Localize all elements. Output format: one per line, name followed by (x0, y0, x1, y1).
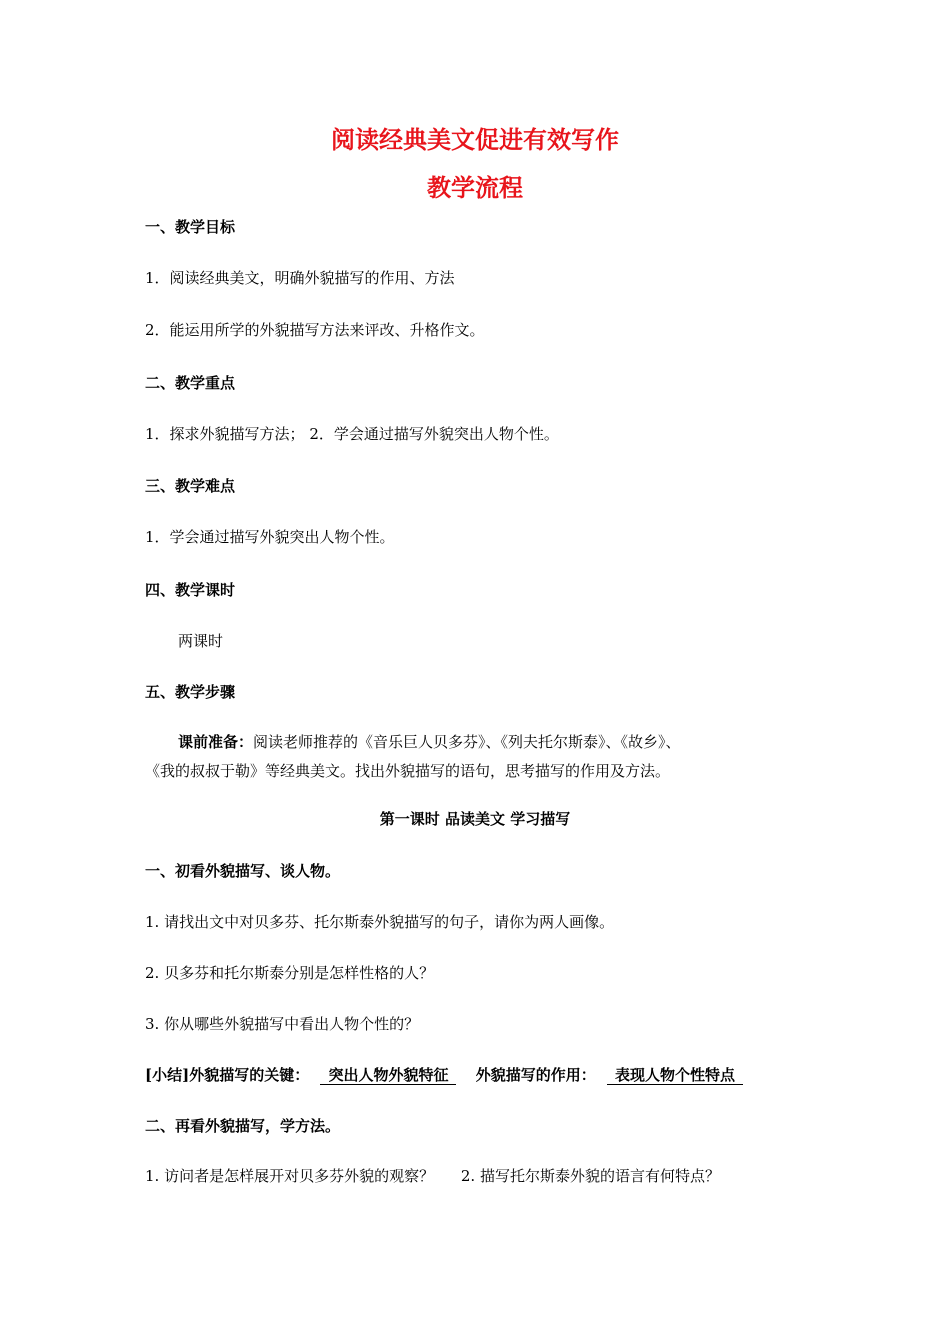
period-count: 两课时 (178, 632, 224, 650)
section-heading-key-points: 二、教学重点 (145, 374, 236, 392)
preparation-label: 课前准备： (178, 733, 254, 751)
document-subtitle: 教学流程 (427, 173, 523, 202)
part-1-heading: 一、初看外貌描写、谈人物。 (145, 862, 341, 880)
section-heading-difficulties: 三、教学难点 (145, 477, 236, 495)
summary-key-label: [小结]外貌描写的关键： (145, 1066, 310, 1084)
difficulty-item: 1．学会通过描写外貌突出人物个性。 (145, 528, 395, 546)
summary-key-answer: 突出人物外貌特征 (320, 1067, 456, 1085)
preparation-line-2: 《我的叔叔于勒》等经典美文。找出外貌描写的语句，思考描写的作用及方法。 (145, 762, 671, 780)
part-1-question-2: 2. 贝多芬和托尔斯泰分别是怎样性格的人？ (145, 964, 435, 982)
section-heading-goals: 一、教学目标 (145, 218, 236, 236)
summary-role-label: 外貌描写的作用： (475, 1066, 596, 1084)
goal-item-2: 2．能运用所学的外貌描写方法来评改、升格作文。 (145, 321, 485, 339)
summary-line (145, 1064, 743, 1085)
section-heading-steps: 五、教学步骤 (145, 683, 236, 701)
preparation-text-1: 阅读老师推荐的《音乐巨人贝多芬》、《列夫托尔斯泰》、《故乡》、 (253, 733, 681, 751)
part-2-question-2: 2. 描写托尔斯泰外貌的语言有何特点？ (460, 1167, 720, 1185)
lesson-1-heading: 第一课时 品读美文 学习描写 (379, 810, 571, 828)
part-2-heading: 二、再看外貌描写，学方法。 (145, 1117, 341, 1135)
part-2-question-1: 1. 访问者是怎样展开对贝多芬外貌的观察？ (145, 1167, 435, 1185)
part-2-questions (145, 1165, 720, 1186)
key-point-item: 1．探求外貌描写方法； 2．学会通过描写外貌突出人物个性。 (145, 425, 559, 443)
document-title: 阅读经典美文促进有效写作 (331, 125, 619, 154)
part-1-question-1: 1. 请找出文中对贝多芬、托尔斯泰外貌描写的句子，请你为两人画像。 (145, 913, 615, 931)
section-heading-periods: 四、教学课时 (145, 581, 236, 599)
part-1-question-3: 3. 你从哪些外貌描写中看出人物个性的？ (145, 1015, 420, 1033)
preparation-line-1 (178, 731, 681, 752)
summary-role-answer: 表现人物个性特点 (607, 1067, 743, 1085)
goal-item-1: 1．阅读经典美文，明确外貌描写的作用、方法 (145, 269, 455, 287)
